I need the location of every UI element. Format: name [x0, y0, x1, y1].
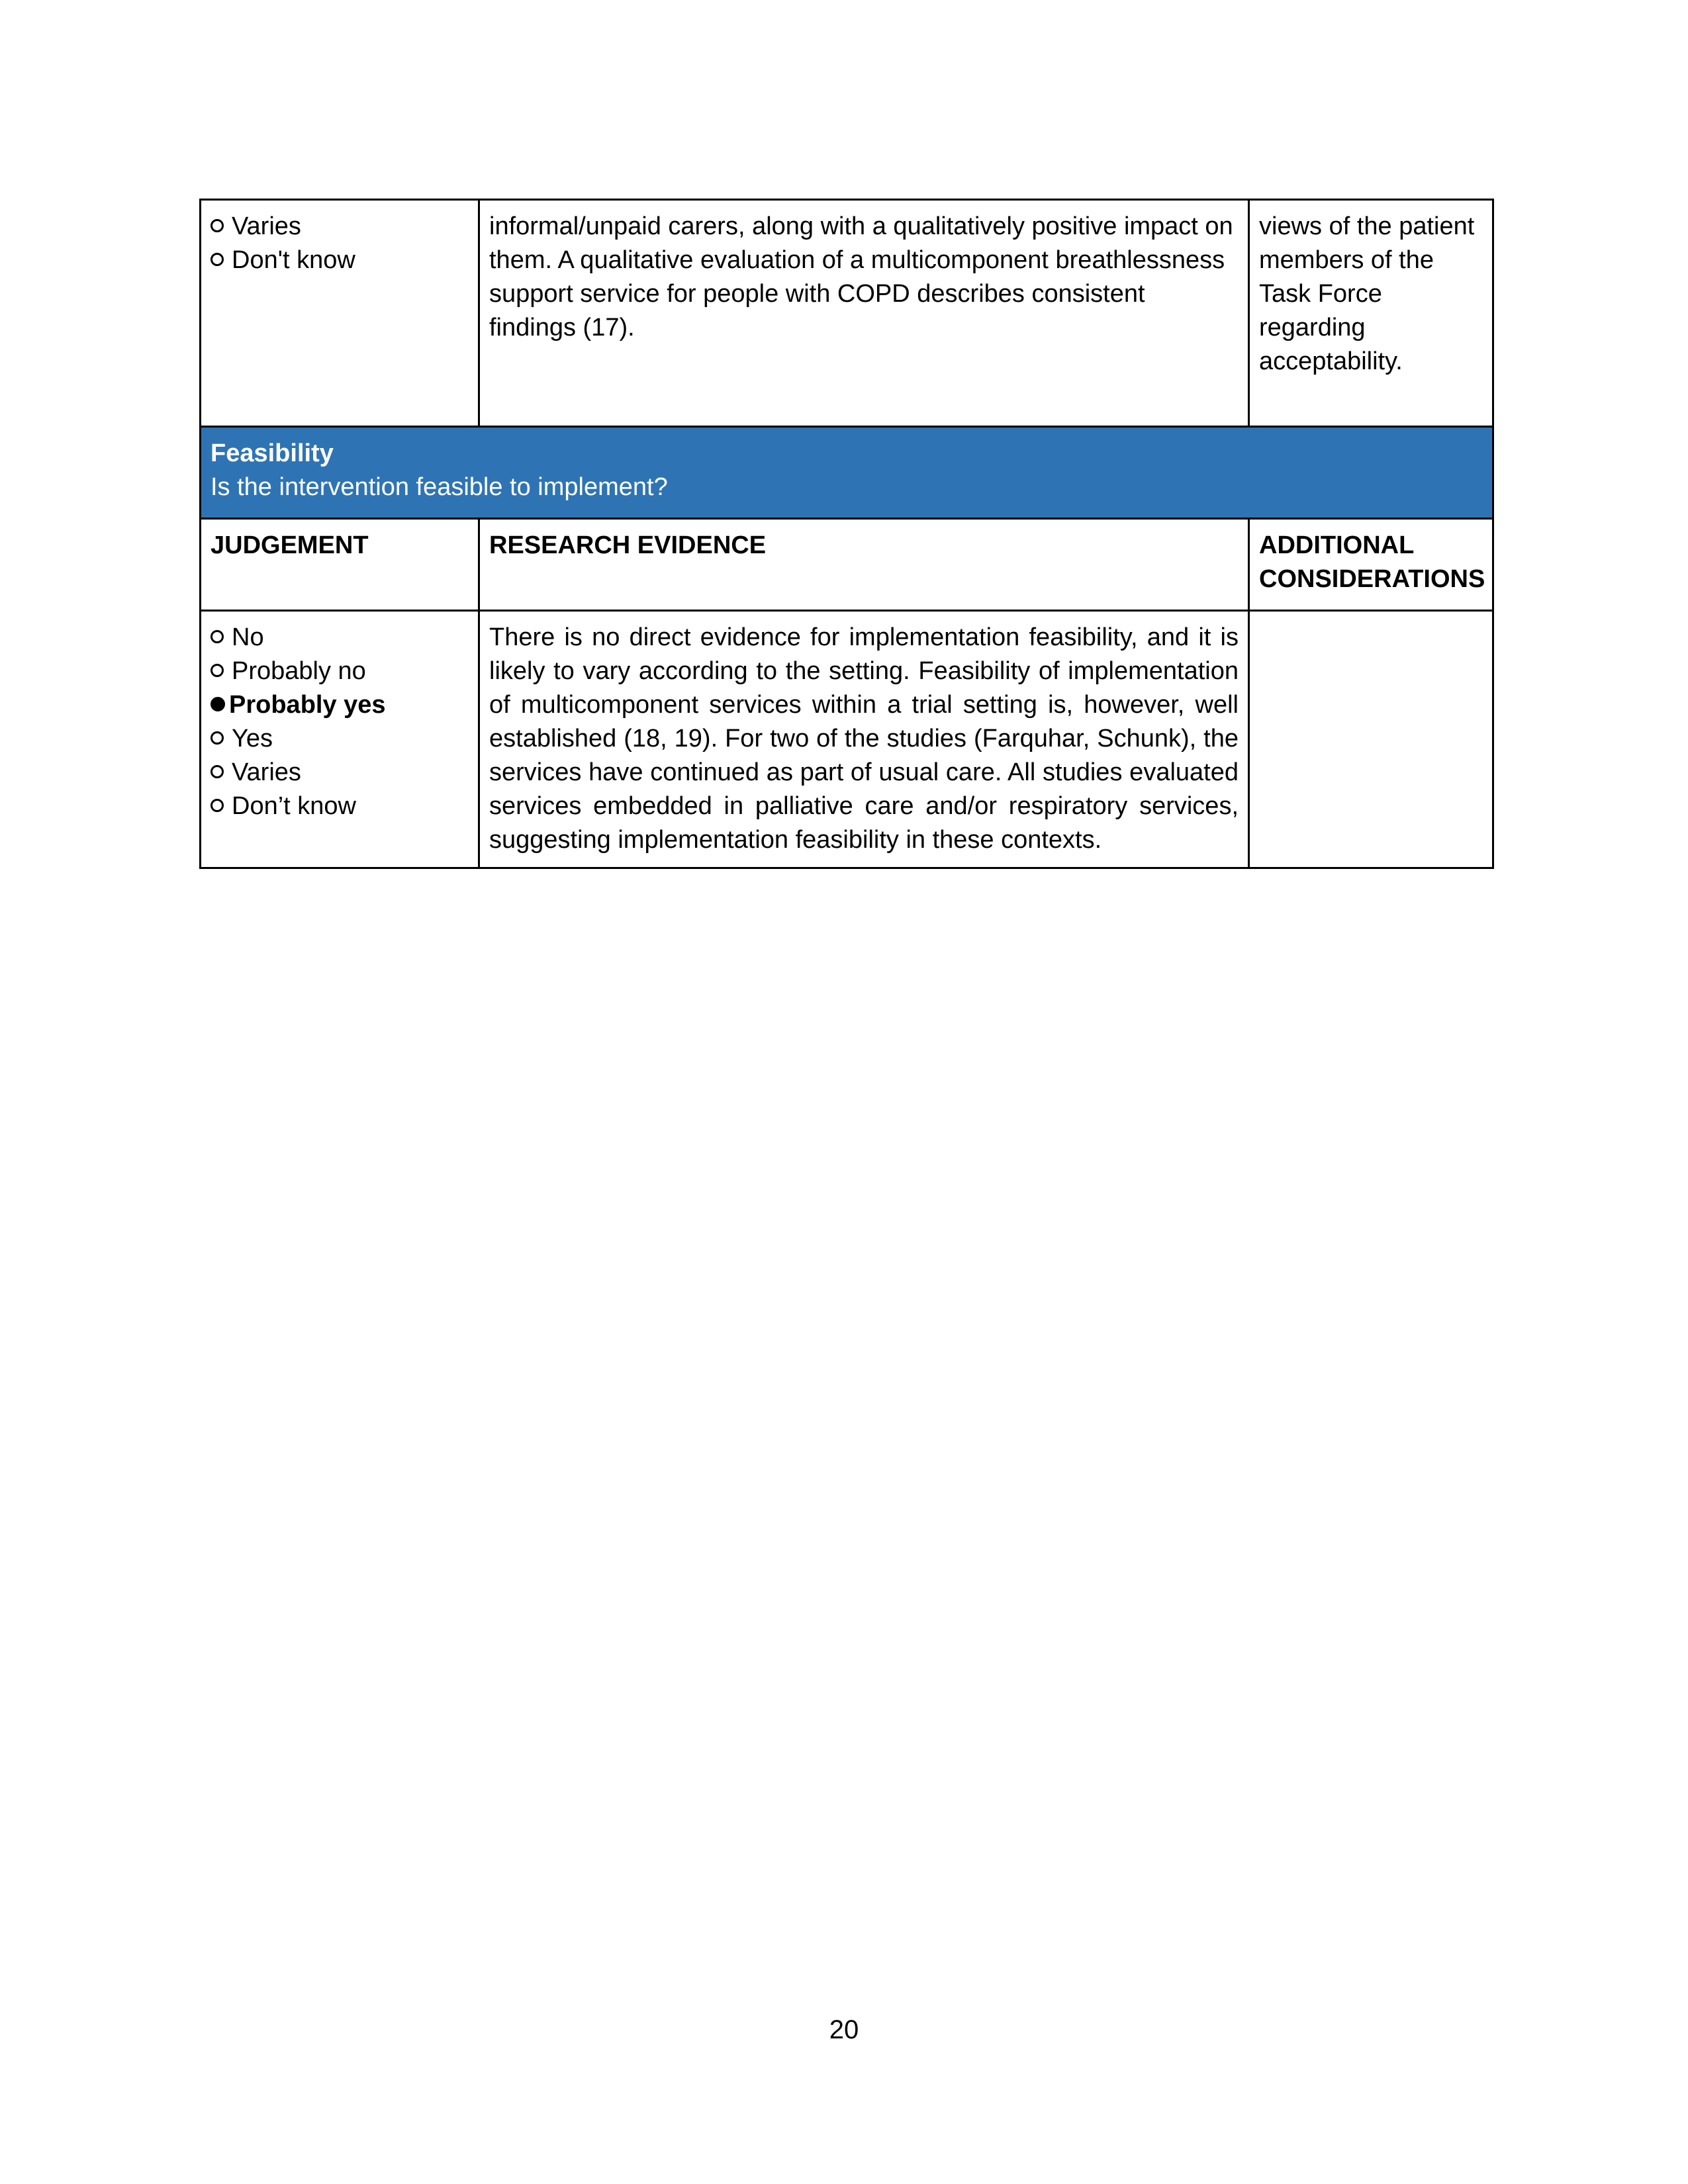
radio-empty-icon [211, 799, 224, 812]
radio-empty-icon [211, 664, 224, 677]
continued-additional-considerations-cell [1249, 200, 1493, 427]
continued-criterion-row [201, 200, 1493, 427]
judgement-option[interactable]: Don’t know [211, 790, 469, 823]
judgement-option[interactable]: Varies [211, 756, 469, 790]
feasibility-judgement-cell [201, 611, 479, 868]
feasibility-body-row [201, 611, 1493, 868]
radio-empty-icon [211, 219, 224, 232]
judgement-option[interactable]: Don't know [211, 244, 469, 277]
additional-considerations-text: views of the patient members of the Task Force regarding acceptability. [1259, 212, 1475, 375]
section-question: Is the intervention feasible to implement? [211, 473, 668, 501]
judgement-option-selected[interactable]: Probably yes [211, 688, 469, 722]
research-evidence-text: There is no direct evidence for implementation feasibility, and it is likely to vary according to the setting. Feasibility of implementation of multicomponent services within a trial setting is, however, well established (18, 19). For two of the studies (Farquhar, Schunk), the services have continued as part of usual care. All studies evaluated services embedded in palliative care and/or respiratory services, suggesting implementation feasibility in these contexts. [489, 623, 1239, 854]
page-number: 20 [829, 2015, 859, 2044]
continued-judgement-cell [201, 200, 479, 427]
judgement-option[interactable]: Varies [211, 210, 469, 244]
feasibility-research-evidence-cell [479, 611, 1249, 868]
judgement-option[interactable]: Probably no [211, 655, 469, 688]
radio-empty-icon [211, 630, 224, 643]
judgement-option[interactable]: No [211, 621, 469, 655]
research-evidence-text: informal/unpaid carers, along with a qualitatively positive impact on them. A qualitative evaluation of a multicomponent breathlessness support service for people with COPD describes consistent findings (17). [489, 212, 1233, 341]
continued-research-evidence-cell [479, 200, 1249, 427]
additional-considerations-header: ADDITIONAL CONSIDERATIONS [1249, 519, 1493, 611]
column-header-row [201, 519, 1493, 611]
judgement-header: JUDGEMENT [201, 519, 479, 611]
feasibility-section-header-row [201, 427, 1493, 519]
feasibility-section-header [201, 427, 1493, 519]
radio-empty-icon [211, 731, 224, 745]
radio-empty-icon [211, 765, 224, 778]
section-title: Feasibility [211, 439, 334, 467]
judgement-option[interactable]: Yes [211, 722, 469, 756]
research-evidence-header: RESEARCH EVIDENCE [479, 519, 1249, 611]
evidence-to-decision-table [199, 199, 1494, 869]
feasibility-additional-considerations-cell [1249, 611, 1493, 868]
radio-filled-icon [211, 697, 225, 711]
radio-empty-icon [211, 253, 224, 266]
